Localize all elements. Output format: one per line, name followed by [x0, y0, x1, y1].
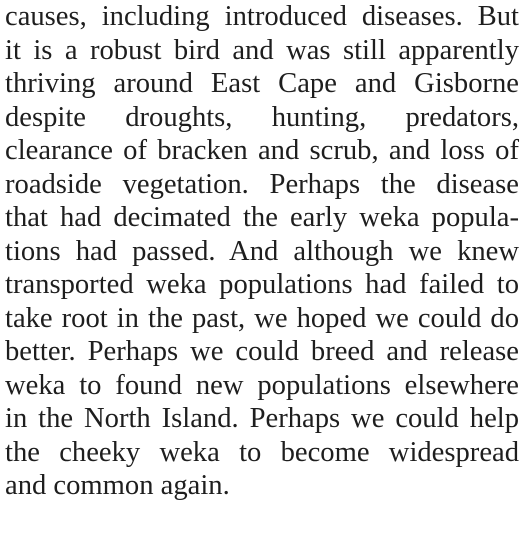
text-line: in the North Island. Perhaps we could help: [5, 403, 519, 434]
text-line: that had decimated the early weka popula-: [5, 202, 519, 233]
text-line: it is a robust bird and was still apparently: [5, 34, 519, 66]
text-line: causes, including introduced diseases. But: [5, 1, 519, 32]
text-line: roadside vegetation. Perhaps the disease: [5, 168, 519, 200]
text-line: tions had passed. And although we knew: [5, 235, 519, 267]
text-line: better. Perhaps we could breed and release: [5, 336, 519, 367]
text-line: despite droughts, hunting, predators,: [5, 101, 519, 133]
text-line: the cheeky weka to become widespread: [5, 436, 519, 468]
body-text-paragraph: [5, 0, 519, 503]
text-line: take root in the past, we hoped we could do: [5, 302, 519, 334]
text-line: thriving around East Cape and Gisborne: [5, 68, 519, 99]
text-line: clearance of bracken and scrub, and loss of: [5, 135, 519, 166]
text-line: weka to found new populations elsewhere: [5, 369, 519, 401]
text-line: and common again.: [5, 470, 230, 501]
text-line: transported weka populations had failed to: [5, 269, 519, 300]
